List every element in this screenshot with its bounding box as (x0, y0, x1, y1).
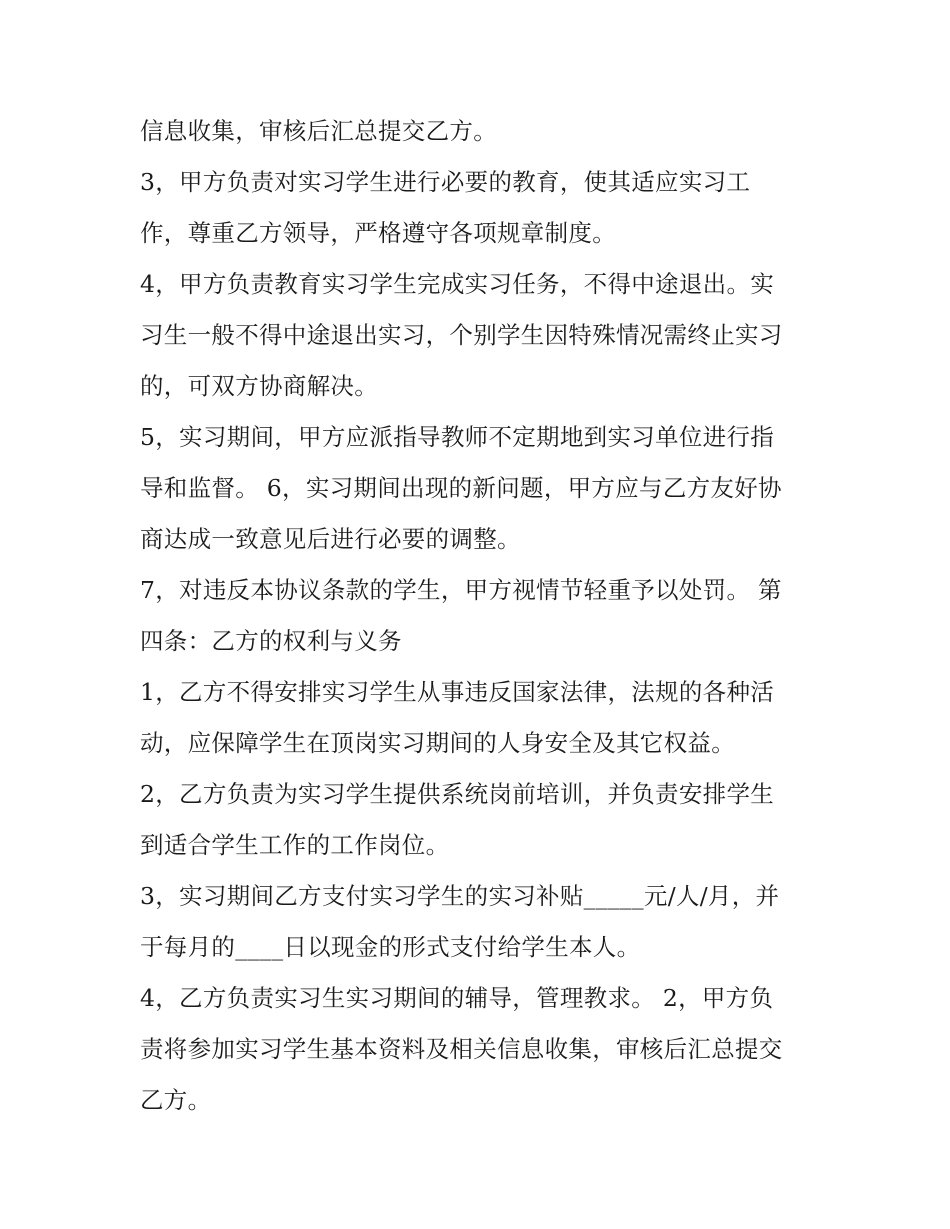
text-line: 乙方。 (140, 1086, 212, 1114)
text-line: 信息收集，审核后汇总提交乙方。 (140, 117, 497, 145)
text-line: 商达成一致意见后进行必要的调整。 (140, 525, 521, 553)
text-line: 4，甲方负责教育实习学生完成实习任务，不得中途退出。实 (140, 270, 775, 298)
document-body (140, 106, 820, 1126)
text-line: 动，应保障学生在顶岗实习期间的人身安全及其它权益。 (140, 729, 735, 757)
text-line: 的，可双方协商解决。 (140, 372, 378, 400)
text-line: 导和监督。 6，实习期间出现的新问题，甲方应与乙方友好协 (140, 474, 782, 502)
text-line: 7，对违反本协议条款的学生，甲方视情节轻重予以处罚。 第 (140, 576, 782, 604)
text-line: 3，甲方负责对实习学生进行必要的教育，使其适应实习工 (140, 168, 751, 196)
text-line: 2，乙方负责为实习学生提供系统岗前培训，并负责安排学生 (140, 780, 775, 808)
text-line: 5，实习期间，甲方应派指导教师不定期地到实习单位进行指 (140, 423, 775, 451)
text-line: 3，实习期间乙方支付实习学生的实习补贴_____元/人/月，并 (140, 882, 780, 910)
text-line: 责将参加实习学生基本资料及相关信息收集，审核后汇总提交 (140, 1035, 783, 1063)
text-line: 作，尊重乙方领导，严格遵守各项规章制度。 (140, 219, 616, 247)
section-heading-line: 四条：乙方的权利与义务 (140, 627, 402, 655)
text-line: 4，乙方负责实习生实习期间的辅导，管理教求。 2，甲方负 (140, 984, 774, 1012)
text-line: 到适合学生工作的工作岗位。 (140, 831, 450, 859)
text-line: 于每月的____日以现金的形式支付给学生本人。 (140, 933, 641, 961)
text-line: 1，乙方不得安排实习学生从事违反国家法律，法规的各种活 (140, 678, 775, 706)
text-line: 习生一般不得中途退出实习，个别学生因特殊情况需终止实习 (140, 321, 783, 349)
